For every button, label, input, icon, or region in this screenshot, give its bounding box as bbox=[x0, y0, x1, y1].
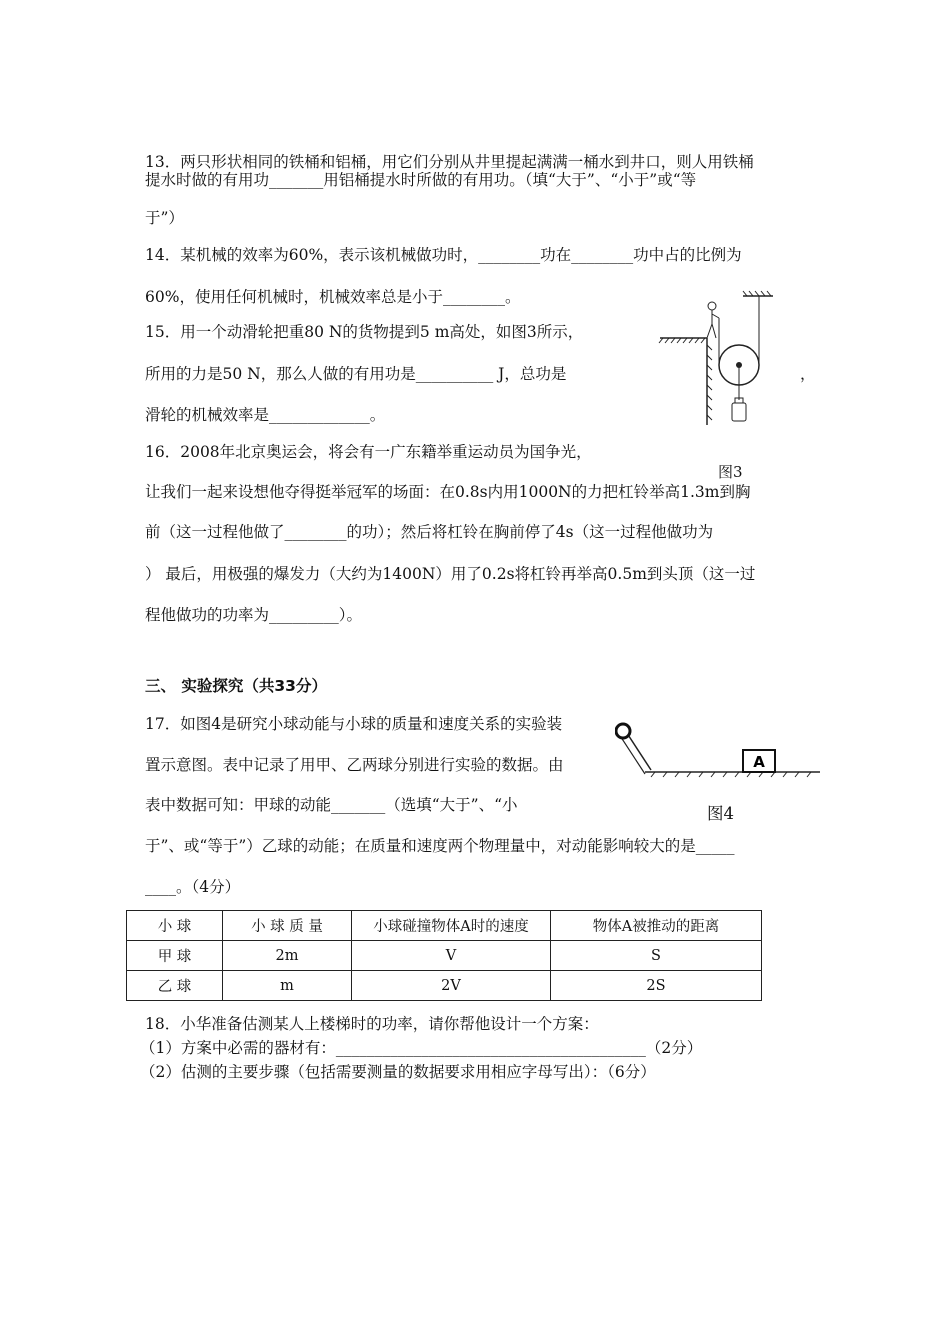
table-row bbox=[127, 971, 762, 1001]
table-header-row bbox=[127, 911, 762, 941]
q17-line-5: ____。（4分） bbox=[145, 878, 241, 896]
q15-line-2-comma: ， bbox=[800, 365, 816, 383]
figure-4-caption: 图4 bbox=[707, 804, 734, 823]
q16-line-3: 前（这一过程他做了________的功）；然后将杠铃在胸前停了4s（这一过程他做功为 bbox=[145, 523, 714, 541]
table-header-cell: 小 球 质 量 bbox=[223, 911, 352, 941]
q16-line-4: ） 最后，用极强的爆发力（大约为1400N）用了0.2s将杠铃再举高0.5m到头顶（这一过 bbox=[145, 565, 756, 583]
experiment-data-table bbox=[126, 910, 762, 1001]
q13-line-2: 提水时做的有用功_______用铝桶提水时所做的有用功。（填“大于”、“小于”或“等 bbox=[145, 171, 697, 189]
q18-line-1: 18．小华准备估测某人上楼梯时的功率，请你帮他设计一个方案： bbox=[145, 1015, 599, 1033]
q17-line-4: 于”、或“等于”）乙球的动能；在质量和速度两个物理量中，对动能影响较大的是_____ bbox=[145, 837, 735, 855]
figure-4-ramp-diagram bbox=[615, 718, 825, 778]
table-header-cell: 小球碰撞物体A时的速度 bbox=[352, 911, 551, 941]
table-cell: V bbox=[352, 941, 551, 971]
q18-line-2: （1）方案中必需的器材有：________________________________________（2分） bbox=[140, 1039, 703, 1057]
q14-line-1: 14．某机械的效率为60%，表示该机械做功时，________功在________功中占的比例为 bbox=[145, 246, 742, 264]
table-cell: 2V bbox=[352, 971, 551, 1001]
q16-line-1: 16．2008年北京奥运会，将会有一广东籍举重运动员为国争光， bbox=[145, 443, 592, 461]
q18-line-3: （2）估测的主要步骤（包括需要测量的数据要求用相应字母写出）：（6分） bbox=[140, 1063, 656, 1081]
table-cell: S bbox=[551, 941, 762, 971]
q17-line-1: 17．如图4是研究小球动能与小球的质量和速度关系的实验装 bbox=[145, 715, 563, 733]
q15-line-1: 15．用一个动滑轮把重80 N的货物提到5 m高处，如图3所示， bbox=[145, 323, 584, 341]
figure-3-pulley-diagram bbox=[655, 290, 775, 440]
section-3-heading: 三、 实验探究（共33分） bbox=[145, 677, 327, 695]
table-cell: 甲 球 bbox=[127, 941, 223, 971]
figure-4-block-label: A bbox=[753, 753, 765, 771]
q17-line-2: 置示意图。表中记录了用甲、乙两球分别进行实验的数据。由 bbox=[145, 756, 564, 774]
figure-3-caption: 图3 bbox=[718, 463, 743, 481]
q15-line-3: 滑轮的机械效率是_____________。 bbox=[145, 406, 386, 424]
q16-line-5: 程他做功的功率为_________）。 bbox=[145, 606, 363, 624]
table-header-cell: 小 球 bbox=[127, 911, 223, 941]
q14-line-2: 60%，使用任何机械时，机械效率总是小于________。 bbox=[145, 288, 521, 306]
table-header-cell: 物体A被推动的距离 bbox=[551, 911, 762, 941]
table-cell: 2m bbox=[223, 941, 352, 971]
q13-line-1: 13．两只形状相同的铁桶和铝桶，用它们分别从井里提起满满一桶水到井口，则人用铁桶 bbox=[145, 153, 754, 171]
table-cell: 乙 球 bbox=[127, 971, 223, 1001]
q17-line-3: 表中数据可知：甲球的动能_______（选填“大于”、“小 bbox=[145, 796, 518, 814]
table-row bbox=[127, 941, 762, 971]
q16-line-2: 让我们一起来设想他夺得挺举冠军的场面：在0.8s内用1000N的力把杠铃举高1.3m到胸 bbox=[145, 483, 751, 501]
q15-line-2: 所用的力是50 N，那么人做的有用功是__________ J，总功是 bbox=[145, 365, 567, 383]
table-cell: 2S bbox=[551, 971, 762, 1001]
table-cell: m bbox=[223, 971, 352, 1001]
q13-line-3: 于”） bbox=[145, 209, 184, 227]
